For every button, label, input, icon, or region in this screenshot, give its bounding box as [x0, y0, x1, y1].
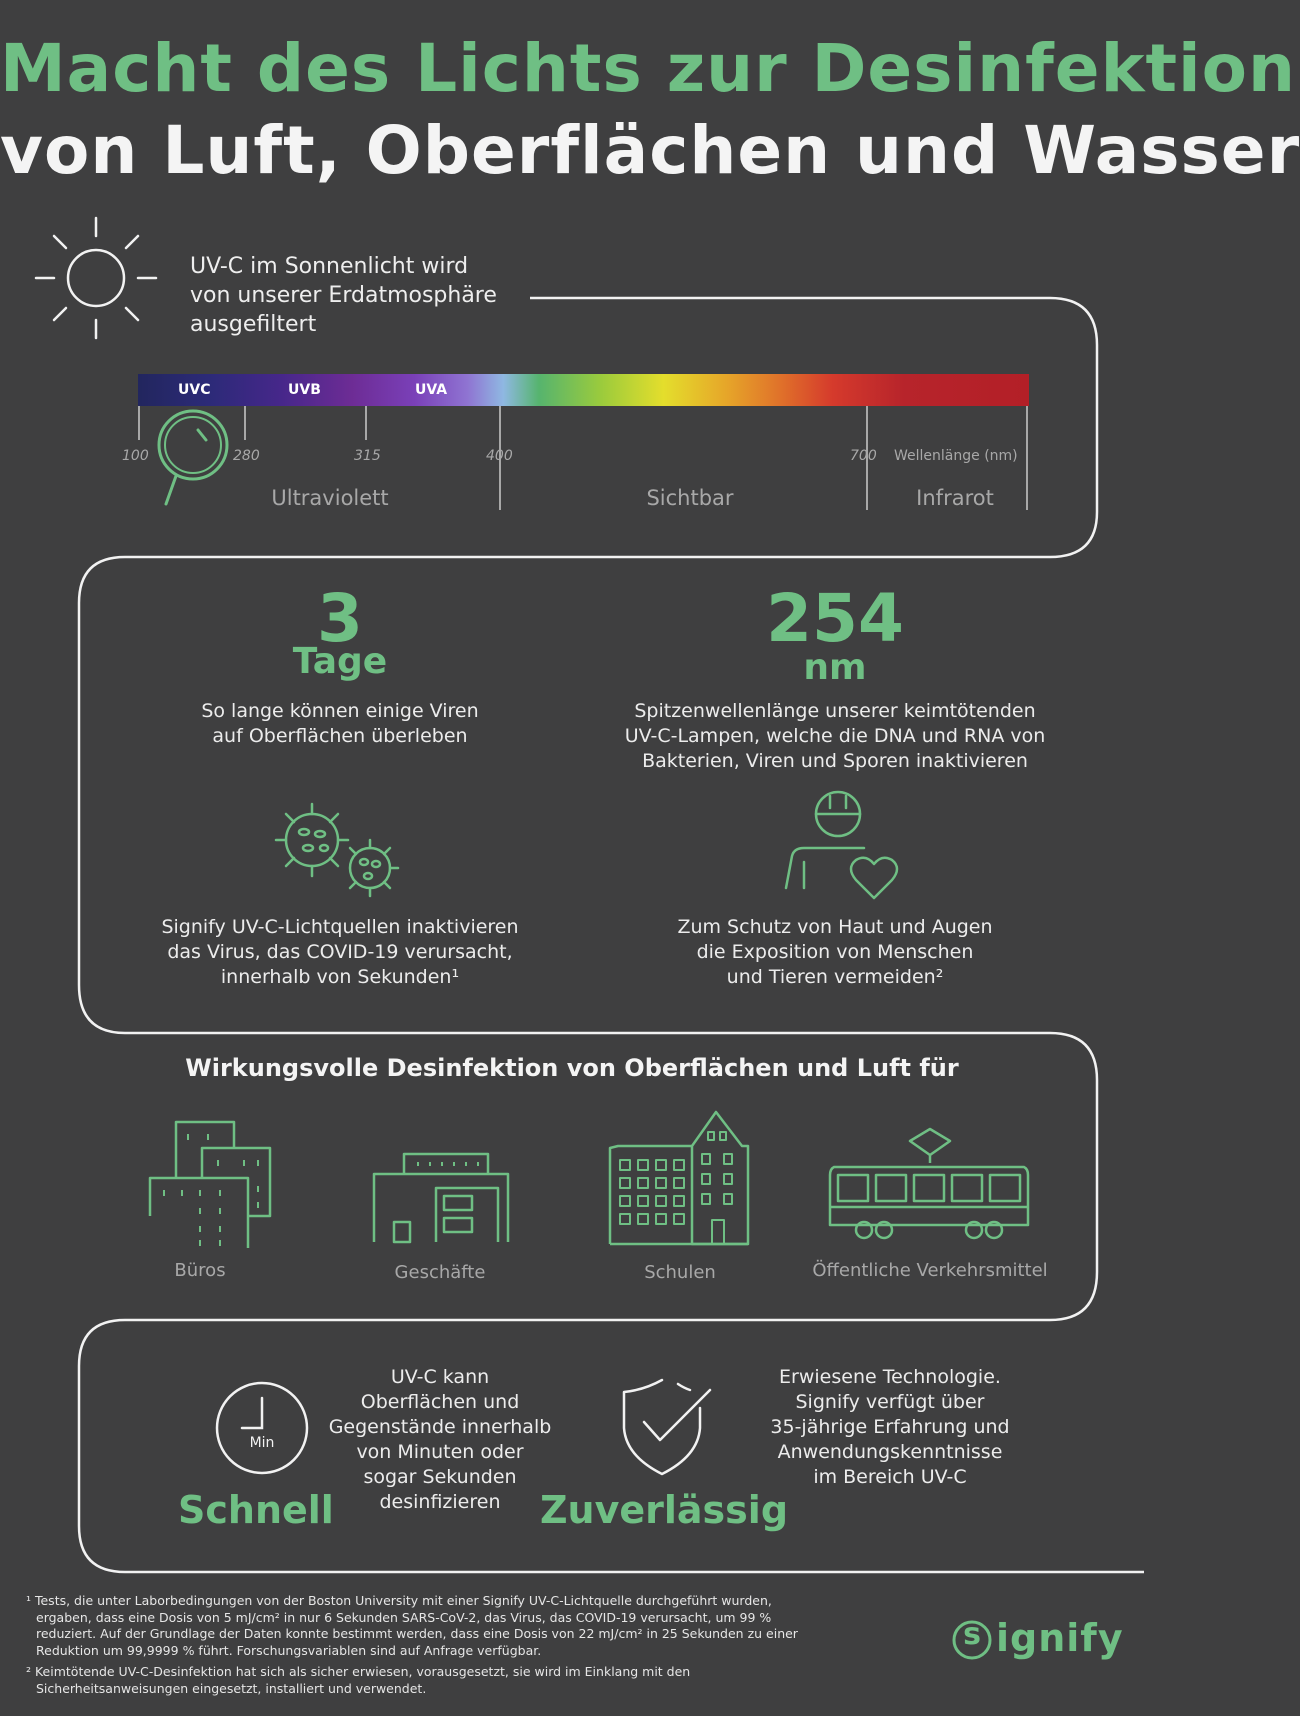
- wavelength-315: 315: [354, 448, 381, 464]
- text-line: Signify UV-C-Lichtquellen inaktivieren: [161, 916, 519, 938]
- feature-title-zuverlaessig: Zuverlässig: [540, 1488, 789, 1532]
- title-line-2: von Luft, Oberflächen und Wasser: [0, 112, 1300, 189]
- tick-280: [244, 406, 246, 440]
- footnote-line: ² Keimtötende UV-C-Desinfektion hat sich als sicher erwiesen, vorausgesetzt, sie wird im Einklang mit den: [26, 1664, 691, 1679]
- clock-icon-label: Min: [249, 1435, 275, 1451]
- footnote-line: ergaben, dass eine Dosis von 5 mJ/cm² in nur 6 Sekunden SARS-CoV-2, das Virus, das COVID-19 verursacht, um 99 %: [36, 1609, 772, 1625]
- text-line: Anwendungskenntnisse: [777, 1441, 1003, 1463]
- band-label-uvb: UVB: [288, 382, 321, 398]
- text-line: desinfizieren: [379, 1491, 501, 1513]
- title-line-1: Macht des Lichts zur Desinfektion: [0, 30, 1296, 107]
- virus-icon: [270, 800, 410, 900]
- text-line: Gegenstände innerhalb: [328, 1416, 552, 1438]
- application-label-geschaefte: Geschäfte: [394, 1262, 486, 1283]
- signify-logo-text: ignify: [996, 1616, 1124, 1660]
- clock-icon: [214, 1380, 310, 1476]
- text-line: das Virus, das COVID-19 verursacht,: [167, 941, 513, 963]
- text-line: UV-C kann: [390, 1366, 490, 1388]
- application-label-schulen: Schulen: [644, 1262, 716, 1283]
- band-label-uva: UVA: [415, 382, 448, 398]
- wavelength-unit-label: Wellenlänge (nm): [894, 448, 1018, 464]
- signify-logo-letter: s: [963, 1617, 981, 1652]
- footnote-2: [26, 1664, 886, 1697]
- spectrum-bar: [138, 374, 1029, 406]
- text-line: Oberflächen und: [360, 1391, 520, 1413]
- text-line: und Tieren vermeiden²: [726, 966, 944, 988]
- footnote-line: ¹ Tests, die unter Laborbedingungen von der Boston University mit einer Signify UV-C-Lichtquelle durchgeführt wurden,: [26, 1593, 772, 1608]
- band-label-uvc: UVC: [178, 382, 211, 398]
- fact-wavelength-unit: nm: [803, 647, 867, 688]
- fact-days-number: 3: [317, 580, 363, 657]
- text-line: innerhalb von Sekunden¹: [220, 966, 460, 988]
- text-line: Signify verfügt über: [795, 1391, 985, 1413]
- tick-100: [138, 406, 140, 440]
- applications-heading: Wirkungsvolle Desinfektion von Oberflächen und Luft für: [185, 1054, 959, 1082]
- sun-text-line: von unserer Erdatmosphäre: [190, 283, 497, 308]
- text-line: von Minuten oder: [356, 1441, 524, 1463]
- region-infrarot: Infrarot: [916, 486, 994, 510]
- text-line: UV-C-Lampen, welche die DNA und RNA von: [624, 725, 1046, 747]
- footnote-line: reduziert. Auf der Grundlage der Daten konnte bestimmt werden, dass eine Dosis von 22 mJ/cm² in 25 Sekunden zu einer: [36, 1626, 798, 1641]
- feature-schnell-text: [320, 1365, 560, 1515]
- footnote-line: Reduktion um 99,9999 % führt. Forschungsvariablen sind auf Anfrage verfügbar.: [36, 1642, 542, 1658]
- application-label-bueros: Büros: [174, 1260, 226, 1281]
- text-line: Spitzenwellenlänge unserer keimtötenden: [634, 700, 1036, 722]
- region-ultraviolett: Ultraviolett: [271, 486, 389, 510]
- fact-days-unit: Tage: [292, 641, 388, 682]
- text-line: Erwiesene Technologie.: [779, 1366, 1001, 1388]
- sun-text-line: ausgefiltert: [190, 312, 317, 337]
- shop-icon: [372, 1150, 512, 1245]
- tick-315: [365, 406, 367, 440]
- text-line: Bakterien, Viren und Sporen inaktivieren: [642, 750, 1028, 772]
- text-line: Zum Schutz von Haut und Augen: [677, 916, 993, 938]
- feature-title-schnell: Schnell: [178, 1488, 334, 1532]
- region-sichtbar: Sichtbar: [646, 486, 734, 510]
- fact-virus-text: [120, 915, 560, 990]
- fact-wavelength-text: [590, 699, 1080, 774]
- text-line: sogar Sekunden: [363, 1466, 517, 1488]
- shield-check-icon: [622, 1378, 714, 1476]
- sun-icon: [30, 210, 160, 340]
- fact-days-text: [140, 699, 540, 749]
- magnifier-icon: [158, 410, 238, 510]
- worker-heart-icon: [780, 790, 900, 900]
- office-buildings-icon: [148, 1120, 273, 1250]
- sun-text-line: UV-C im Sonnenlicht wird: [190, 254, 469, 279]
- wavelength-100: 100: [122, 448, 149, 464]
- feature-zuverlaessig-text: [750, 1365, 1030, 1490]
- fact-protection-text: [640, 915, 1030, 990]
- tram-icon: [828, 1125, 1030, 1240]
- text-line: die Exposition von Menschen: [696, 941, 974, 963]
- text-line: 35-jährige Erfahrung und: [770, 1416, 1010, 1438]
- application-label-verkehrsmittel: Öffentliche Verkehrsmittel: [812, 1260, 1048, 1281]
- footnote-line: Sicherheitsanweisungen eingesetzt, installiert und verwendet.: [36, 1680, 427, 1696]
- text-line: So lange können einige Viren: [201, 700, 479, 722]
- text-line: auf Oberflächen überleben: [212, 725, 468, 747]
- footnote-1: [26, 1593, 886, 1659]
- wavelength-280: 280: [233, 448, 260, 464]
- wavelength-400: 400: [486, 448, 513, 464]
- wavelength-700: 700: [850, 448, 877, 464]
- sun-description: [190, 252, 497, 339]
- fact-wavelength-number: 254: [766, 580, 904, 657]
- school-icon: [608, 1108, 753, 1246]
- text-line: im Bereich UV-C: [813, 1466, 967, 1488]
